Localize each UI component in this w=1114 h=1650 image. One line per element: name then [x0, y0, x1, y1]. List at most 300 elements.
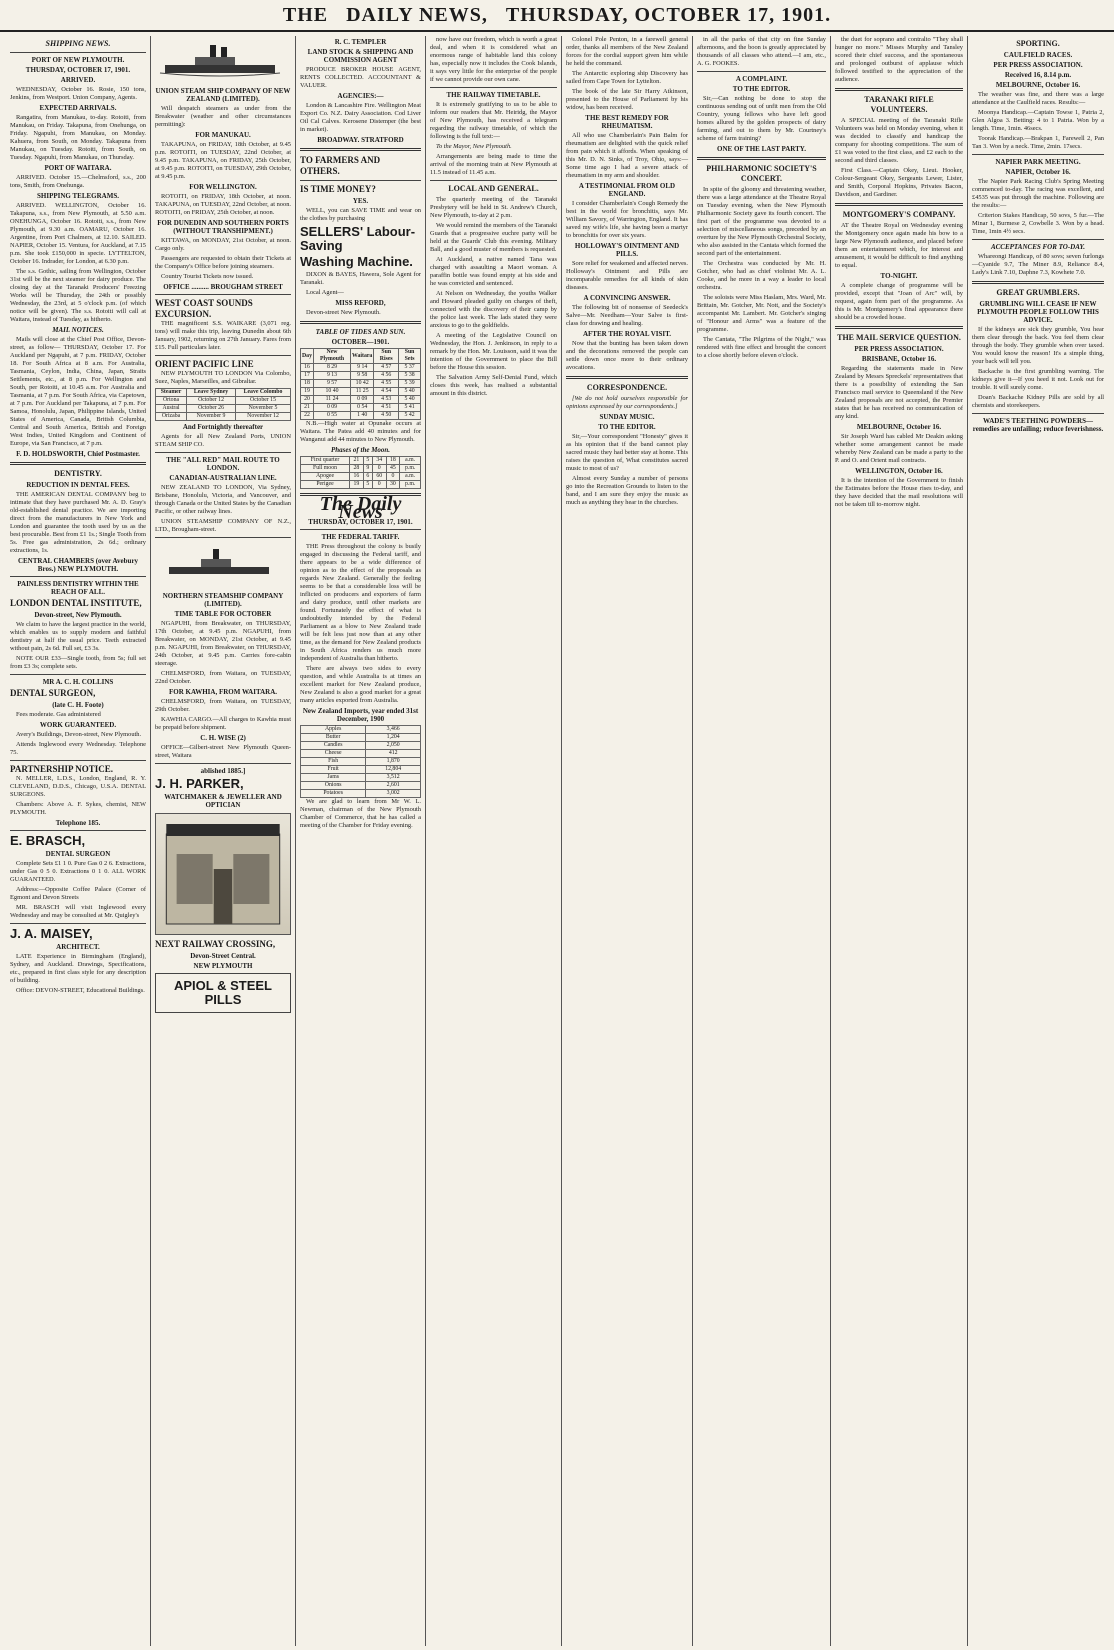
maisey-title: ARCHITECT.	[56, 943, 100, 951]
union-office: OFFICE .......... BROUGHAM STREET	[163, 283, 283, 291]
table-row	[301, 364, 421, 372]
holloway-heading: HOLLOWAY'S OINTMENT AND PILLS.	[574, 242, 680, 258]
doans-text: Doan's Backache Kidney Pills are sold by all chemists and storekeepers.	[972, 394, 1104, 409]
dental-text: THE AMERICAN DENTAL COMPANY beg to intimate that they have purchased Mr. A. D. Gray's old-established dental practice. We are importing direct from the manufacturers in New York and London and guarantee the tooth used by us as the best procurable. Best from £1 1s.; Single Tooth from 5s. Free gas administration, 2s 6d.; ordinary extractions, 1s.	[10, 491, 146, 554]
convincing-heading: A CONVINCING ANSWER.	[583, 294, 671, 302]
london-note: NOTE OUR £33—Single tooth, from 5s; full set from £3 3s; complete sets.	[10, 655, 146, 670]
west-coast-heading: WEST COAST SOUNDS EXCURSION.	[155, 298, 253, 319]
remedy-heading: THE BEST REMEDY FOR RHEUMATISM.	[585, 114, 669, 130]
railway-mayor: To the Mayor, New Plymouth.	[436, 143, 512, 150]
table-cell: 10 42	[351, 380, 374, 388]
chamber-text: We are glad to learn from Mr W. L. Newman, chairman of the New Plymouth Chamber of Commerce, that he has called a meeting of the Chamber for Friday evening.	[300, 798, 421, 829]
table-cell: Candles	[301, 742, 366, 750]
kawhia-text: CHELMSFORD, from Waitara, on TUESDAY, 29th October.	[155, 698, 291, 713]
table-cell: 4 50	[374, 412, 399, 420]
table-cell: 8 29	[313, 364, 350, 372]
table-cell: 16	[301, 364, 314, 372]
table-row	[301, 465, 421, 473]
union-title: UNION STEAM SHIP COMPANY OF NEW ZEALAND (LIMITED).	[155, 87, 291, 103]
table-cell: 0 55	[313, 412, 350, 420]
sellers-intro: WELL, you can SAVE TIME and wear on the clothes by purchasing	[300, 207, 421, 222]
collins-title: DENTAL SURGEON,	[10, 688, 96, 698]
table-cell: 4 53	[374, 396, 399, 404]
agencies-heading: AGENCIES:—	[337, 92, 384, 100]
column-6	[693, 36, 831, 1646]
tickets-note: Country Tourist Tickets now issued.	[161, 273, 254, 280]
table-cell: 4 54	[374, 388, 399, 396]
brisbane-dateline: BRISBANE, October 16.	[861, 355, 937, 363]
railway-heading: THE RAILWAY TIMETABLE.	[446, 91, 541, 99]
maisey-name: J. A. MAISEY,	[10, 926, 93, 941]
local-text-4: At Nelson on Wednesday, the youths Walker and Howard pleaded guilty on charges of theft, connected with the discovery of their camp by the police last week. The lads stated they were anxious to go to the goldfields.	[430, 290, 557, 329]
table-row	[301, 380, 421, 388]
local-agent: Local Agent—	[306, 289, 344, 296]
brasch-address: Address:—Opposite Coffee Palace (Corner of Egmont and Devon Streets	[10, 886, 146, 901]
table-row	[301, 388, 421, 396]
table-cell: 412	[366, 750, 421, 758]
table-row: Austral October 26 November 5	[156, 405, 291, 413]
grumblers-text: If the kidneys are sick they grumble, You hear them clear through the back. You feel them clear through the body. They grumble when over taxed. You would know the reason! It's a simple thing, your back will tell you.	[972, 326, 1104, 365]
orient-sub: NEW PLYMOUTH TO LONDON Via Colombo, Suez, Naples, Marseilles, and Gibraltar.	[155, 370, 291, 385]
table-cell: 5 40	[399, 388, 421, 396]
farmers-heading: TO FARMERS AND OTHERS.	[300, 155, 381, 176]
tonight-heading: TO-NIGHT.	[880, 272, 918, 280]
grumblers-sub: GRUMBLING WILL CEASE IF NEW PLYMOUTH PEOPLE FOLLOW THIS ADVICE.	[977, 300, 1099, 324]
race-text: The weather was fine, and there was a large attendance at the Caulfield races. Results:—	[972, 91, 1104, 106]
complaint-heading: A COMPLAINT.	[735, 75, 788, 83]
atkinson-text: The book of the late Sir Harry Atkinson, presented to the House of Parliament by his widow, has been received.	[566, 88, 688, 111]
philharmonic-text-3: The soloists were Miss Haslam, Mrs. Ward, Mr. Brittain, Mr. Gotcher, Mr. Nott, and the Society's accompanist Mr. Lambert. Mr. Gotcher's singing of "Honour and Arms" was a feature of the programme.	[697, 294, 826, 333]
dentistry-heading: DENTISTRY.	[54, 469, 102, 478]
imports-table	[300, 725, 421, 798]
table-cell: Potatoes	[301, 790, 366, 798]
complaint-signature: ONE OF THE LAST PARTY.	[717, 145, 806, 153]
table-row	[301, 774, 421, 782]
montgomery-heading: MONTGOMERY'S COMPANY.	[842, 210, 956, 219]
brasch-visit: MR. BRASCH will visit Inglewood every Wednesday and may be consulted at Mr. Quigley's	[10, 904, 146, 919]
correspondence-note: [We do not hold ourselves responsible for opinions expressed by our correspondents.]	[566, 395, 688, 410]
race-result-2: Toorak Handicap.—Brakpan 1, Farewell 2, Pan Tan 3. Won by a neck. Time, 2min. 17secs.	[972, 135, 1104, 150]
orient-col-steamer: Steamer	[156, 389, 187, 397]
table-cell: 0	[372, 465, 386, 473]
table-row	[301, 372, 421, 380]
column-2	[151, 36, 296, 1646]
table-cell: 4 51	[374, 404, 399, 412]
apiol-title: APIOL & STEEL PILLS	[174, 978, 272, 1007]
table-cell: Jams	[301, 774, 366, 782]
table-cell: 17	[301, 372, 314, 380]
orient-col-colombo: Leave Colombo	[236, 389, 291, 397]
mail-notices-heading: MAIL NOTICES.	[52, 326, 104, 334]
moon-phases-table	[300, 456, 421, 489]
table-cell: 0 54	[351, 404, 374, 412]
table-row	[301, 758, 421, 766]
table-row	[301, 750, 421, 758]
royal-visit-text: Now that the bunting has been taken down and the decorations removed the people can settle down once more to their ordinary avocations.	[566, 340, 688, 371]
tide-note: N.B.—High water at Opunake occurs at Waitara. The Patea add 40 minutes and for Wanganui add 44 minutes to New Plymouth.	[300, 420, 421, 443]
orient-heading: ORIENT PACIFIC LINE	[155, 359, 254, 369]
london-institute: LONDON DENTAL INSTITUTE,	[10, 598, 142, 608]
table-cell: p.m.	[400, 465, 421, 473]
testimonial-text: I consider Chamberlain's Cough Remedy the best in the world for bronchitis, says Mr. William Savory, of Warrington, England. It has saved my wife's life, she having been a martyr to bronchitis for over six years.	[566, 200, 688, 239]
acceptances-text: Whareongi Handicap, of 80 sovs; seven furlongs—Cyanide 9.7, The Miner 8.9, Reliance 8.4, Lady's Link 7.10, Daphne 7.3, Kowhete 7.0.	[972, 253, 1104, 276]
table-cell: First quarter	[301, 457, 350, 465]
northern-heading: NORTHERN STEAMSHIP COMPANY (LIMITED).	[162, 592, 284, 608]
apiol-advert	[155, 973, 291, 1013]
table-cell: 19	[301, 388, 314, 396]
table-cell: Cheese	[301, 750, 366, 758]
brasch-title: DENTAL SURGEON	[45, 850, 111, 858]
table-cell: 60	[372, 473, 386, 481]
london-address: Devon-street, New Plymouth.	[34, 611, 122, 619]
table-cell: 6	[363, 473, 372, 481]
table-cell: 3,466	[366, 726, 421, 734]
table-cell: 12,804	[366, 766, 421, 774]
templer-services: PRODUCE BROKER HOUSE AGENT, RENTS COLLECTED. ACCOUNTANT & VALUER.	[300, 66, 421, 89]
masthead-date: THURSDAY, OCTOBER 17, 1901.	[505, 4, 832, 26]
table-cell: 22	[301, 412, 314, 420]
wise-office: OFFICE—Gilbert-street New Plymouth Queen-street, Waitara	[155, 744, 291, 759]
sunday-music-text: Sir,—Your correspondent "Honesty" gives it as his opinion that if the band cannot play sacred music they had better stay at home. This raises the question of, What constitutes sacred music to most of us?	[566, 433, 688, 472]
napier-heading: NAPIER PARK MEETING.	[995, 158, 1081, 166]
telegrams-text: ARRIVED. WELLINGTON, October 16. Takapuna, s.s., from New Plymouth, at 5.50 a.m. ONEHUNGA, October 16. Rotoiti, s.s., from New Plymouth, at 9.30 a.m. OAMARU, October 16. Argentine, from Port Chalmers, at 12.10. SAILED. NAPIER, October 15. Ventura, for Auckland, at 7.15 p.m. She took £150,000 in specie. LYTTELTON, October 16. Indrader, for London, at 6.30 p.m.	[10, 202, 146, 265]
table-cell: Fruit	[301, 766, 366, 774]
philharmonic-heading: PHILHARMONIC SOCIETY'S CONCERT.	[706, 164, 817, 183]
steamship-icon	[155, 39, 285, 79]
caulfield-heading: CAULFIELD RACES.	[1003, 51, 1073, 59]
table-cell: 0	[372, 481, 386, 489]
column-7	[831, 36, 968, 1646]
table-cell: 16	[350, 473, 364, 481]
table-cell: 4 56	[374, 372, 399, 380]
maisey-office: Office: DEVON-STREET, Educational Buildings.	[16, 987, 145, 994]
reford-address: Devon-street New Plymouth.	[306, 309, 381, 316]
table-cell: 5 41	[399, 404, 421, 412]
table-cell: 5 37	[399, 364, 421, 372]
waitara-text: ARRIVED. October 15.—Chelmsford, s.s., 200 tons, Smith, from Onehunga.	[10, 174, 146, 189]
canadian-office: UNION STEAMSHIP COMPANY OF N.Z., LTD., Brougham-street.	[155, 518, 291, 533]
daily-news-date: THURSDAY, OCTOBER 17, 1901.	[308, 518, 413, 526]
west-coast-text: THE magnificent S.S. WAIKARE (3,071 reg. tons) will make this trip, leaving Dunedin about 6th January, 1902, returning on 27th January. Fares from £15. Full particulars later.	[155, 320, 291, 351]
holloway-text: Sore relief for weakened and affected nerves. Holloway's Ointment and Pills are incomparable remedies for all kinds of skin diseases.	[566, 260, 688, 291]
kawhia-note: KAWHIA CARGO.—All charges to Kawhia must be prepaid before shipment.	[155, 716, 291, 731]
orient-table	[155, 388, 291, 421]
table-cell: 5 38	[399, 372, 421, 380]
napier-text: The Napier Park Racing Club's Spring Meeting commenced to-day. The racing was excellent, and £4535 was put through the machine. Following are the results:—	[972, 178, 1104, 209]
collins-name: MR A. C. H. COLLINS	[42, 678, 114, 686]
tides-sub: OCTOBER—1901.	[331, 338, 390, 346]
parker-name: J. H. PARKER,	[155, 776, 244, 791]
partnership-chambers: Chambers: Above A. F. Sykes, chemist, NEW PLYMOUTH.	[10, 801, 146, 816]
table-cell: a.m.	[400, 473, 421, 481]
table-cell: 34	[372, 457, 386, 465]
table-cell: 0 09	[351, 396, 374, 404]
column-1	[6, 36, 151, 1646]
column-5	[562, 36, 693, 1646]
table-cell: a.m.	[400, 457, 421, 465]
intro-text: now have our freedom, which is worth a great deal, and when it is considered what an enormous range of habitable land this colony has, especially now it includes the Cook Islands, it says very little for the enterprise of the people if we cannot provide our own cane.	[430, 36, 557, 83]
rifle-text-2: First Class.—Captain Okey, Lieut. Hooker, Colour-Sergeant Okey, Sergeants Lewer, Lister, and Smith, Corporal Hopkins, Privates Bacon, Davidson, and Gardiner.	[835, 167, 963, 198]
steamer-icon	[155, 544, 285, 584]
collins-fees: Fees moderate. Gas administered	[16, 711, 101, 718]
discovery-text: The Antarctic exploring ship Discovery has sailed from Cape Town for Lyttelton.	[566, 70, 688, 85]
caulfield-dateline: MELBOURNE, October 16.	[995, 81, 1081, 89]
dunedin-heading: FOR DUNEDIN AND SOUTHERN PORTS (WITHOUT TRANSHIPMENT.)	[157, 219, 289, 235]
collins-guarantee: WORK GUARANTEED.	[39, 721, 117, 729]
railway-text-2: Arrangements are being made to time the arrival of the morning train at New Plymouth at 11.5 instead of 11.45 a.m.	[430, 153, 557, 176]
table-cell: 3,002	[366, 790, 421, 798]
columns	[6, 36, 1108, 1646]
templer-address: BROADWAY. STRATFORD	[317, 136, 404, 144]
federal-text: THE Press throughout the colony is busily engaged in discussing the Federal tariff, and there appears to be a wide difference of opinion as to the effect of the proposals as regards New Zealand. Generally the feeling seems to be that a considerable loss will be inflicted on producers and exporters of farm and dairy produce, until other markets are found. Fortunately the effect of what is undoubtedly intended by the Federal Parliament as a blow to New Zealand trade will be felt less just now than at any other time, as the demand for New Zealand products in South Africa renders us much more independent of Australia than hitherto.	[300, 543, 421, 662]
local-text-1: The quarterly meeting of the Taranaki Presbytery will be held in St. Andrew's Church, New Plymouth, to-day at 2 p.m.	[430, 196, 557, 219]
table-cell: 11 24	[313, 396, 350, 404]
remedy-text: All who use Chamberlain's Pain Balm for rheumatism are delighted with the quick relief from pain which it affords. When speaking of this Mr. D. N. Sinks, of Troy, Ohio, says:—Some time ago I had a severe attack of rheumatism in my arm and shoulder.	[566, 132, 688, 179]
local-general-heading: LOCAL AND GENERAL.	[448, 184, 539, 193]
table-cell: Full moon	[301, 465, 350, 473]
collins-sub: (late C. H. Foote)	[52, 701, 104, 709]
column-3	[296, 36, 426, 1646]
melbourne-dateline: MELBOURNE, October 16.	[856, 423, 942, 431]
washing-machine: Washing Machine.	[300, 254, 413, 269]
melbourne-text: Sir Joseph Ward has cabled Mr Deakin asking whether some arrangement cannot be made whereby New Zealand can be made a party to the P. and O. and Orient mail contracts.	[835, 433, 963, 464]
time-money: IS TIME MONEY?	[300, 184, 376, 194]
caulfield-received: Received 16, 8.14 p.m.	[1004, 71, 1072, 79]
waitara-heading: PORT OF WAITARA.	[44, 164, 112, 172]
collins-attends: Attends Inglewood every Wednesday. Telephone 75.	[10, 741, 146, 756]
parker-sub: WATCHMAKER & JEWELLER AND OPTICIAN	[164, 793, 282, 809]
correspondence-heading: CORRESPONDENCE.	[586, 383, 668, 392]
table-cell: Fish	[301, 758, 366, 766]
table-cell: 30	[386, 481, 400, 489]
dunedin-text: KITTAWA, on MONDAY, 21st October, at noon. Cargo only.	[155, 237, 291, 252]
table-row	[301, 457, 421, 465]
wellington-dateline: WELLINGTON, October 16.	[855, 467, 943, 475]
yes-answer: YES.	[352, 197, 369, 205]
table-cell: 9 58	[351, 372, 374, 380]
table-cell: 1 40	[351, 412, 374, 420]
mail-service-text: Regarding the statements made in New Zealand by Messrs Spreckels' representatives that there is a possibility of extending the San Francisco mail service to Queensland if the New Zealand proposals are not accepted, the Premier states that he has received no communication of any kind.	[835, 365, 963, 420]
sunday-music-text-2: Almost every Sunday a number of persons go into the Recreation Grounds to listen to the band, and I am sure they enjoy the music as much as anything they hear in the churches.	[566, 475, 688, 506]
table-row	[301, 790, 421, 798]
table-cell: 5	[363, 481, 372, 489]
philharmonic-text-1: In spite of the gloomy and threatening weather, there was a large attendance at the Theatre Royal on Tuesday evening, when the New Plymouth Philharmonic Society gave its fourth concert. The first part of the programme was devoted to a selection of miscellaneous songs, preceded by an overture by the New Plymouth Orchestral Society, who also assisted in the Cantata which formed the second part of the entertainment.	[697, 186, 826, 257]
table-row	[301, 404, 421, 412]
railway-text: It is extremely gratifying to us to be able to inform our readers that Mr. Heiridg, the Mayor of New Plymouth, has received a telegram regarding the railway timetable, of which the following is the full text:—	[430, 101, 557, 140]
gothic-notice: The s.s. Gothic, sailing from Wellington, October 31st will be the next steamer for dairy produce. The closing day at the Taranaki Producers' Freezing Works will be Thursday, the 24th or possibly Wednesday, the 23rd, at 5 o'clock p.m. (of which notice will be given). The s.s. Rotoiti will call at Waitara, instead of Tuesday, as hitherto.	[10, 268, 146, 323]
postmaster-signature: F. D. HOLDSWORTH, Chief Postmaster.	[16, 450, 140, 458]
shipping-heading: SHIPPING NEWS.	[45, 39, 111, 48]
table-row	[301, 473, 421, 481]
royal-visit-heading: AFTER THE ROYAL VISIT.	[582, 330, 672, 338]
pole-penton-text: Colonel Pole Penton, in a farewell general order, thanks all members of the New Zealand forces for the cordial support given him while he held the command.	[566, 36, 688, 67]
templer-title: LAND STOCK & SHIPPING AND COMMISSION AGENT	[307, 48, 414, 64]
kawhia-heading: FOR KAWHIA, FROM WAITARA.	[168, 688, 278, 696]
painless-heading: PAINLESS DENTISTRY WITHIN THE REACH OF ALL.	[17, 580, 139, 596]
table-cell: 5	[363, 457, 372, 465]
dixon-agent: DIXON & BAYES, Hawera, Sole Agent for Taranaki.	[300, 271, 421, 286]
canadian-text: NEW ZEALAND TO LONDON, Via Sydney, Brisbane, Honolulu, Victoria, and Vancouver, and through Canada or the United States by the Canadian Pacific, or other railway lines.	[155, 484, 291, 515]
dental-reduction: REDUCTION IN DENTAL FEES.	[26, 481, 130, 489]
local-text-2: We would remind the members of the Taranaki Guards that a progressive euchre party will be held at the Guards' Club this evening. Military Ball, and a good muster of members is requested.	[430, 222, 557, 253]
napier-result: Criterion Stakes Handicap, 50 sovs, 5 fur.—The Minar 1, Burmese 2, Cowbelle 3. Won by a head. Time, 1min 4½ secs.	[972, 212, 1104, 235]
orient-col-sydney: Leave Sydney	[187, 389, 236, 397]
table-row	[301, 412, 421, 420]
table-cell: 4 57	[374, 364, 399, 372]
brasch-name: E. BRASCH,	[10, 833, 86, 848]
expected-heading: EXPECTED ARRIVALS.	[39, 104, 117, 112]
masthead-name: DAILY NEWS,	[346, 4, 488, 26]
orient-fortnight: And Fortnightly thereafter	[182, 423, 264, 431]
table-row: Ortona October 12 October 15	[156, 397, 291, 405]
telegrams-heading: SHIPPING TELEGRAMS.	[37, 192, 119, 200]
wise-name: C. H. WISE (2)	[200, 734, 246, 742]
table-cell: 2,050	[366, 742, 421, 750]
federal-heading: THE FEDERAL TARIFF.	[321, 533, 400, 541]
parker-street: Devon-Street Central.	[190, 952, 256, 960]
philharmonic-text-4: The Cantata, "The Pilgrims of the Night," was rendered with fine effect and brought the concert to a close shortly before eleven o'clock.	[697, 336, 826, 359]
testimonial-heading: A TESTIMONIAL FROM OLD ENGLAND.	[578, 182, 676, 198]
masthead-title	[0, 0, 1114, 27]
masthead	[0, 0, 1114, 32]
mail-service-heading: THE MAIL SERVICE QUESTION.	[837, 333, 961, 342]
parker-location: NEXT RAILWAY CROSSING,	[155, 939, 276, 949]
montgomery-text: AT the Theatre Royal on Wednesday evening the Montgomery once again made his bow to a large New Plymouth audience, and placed before them an entertainment which, for interest and amusement, it would be difficult to find anything to equal.	[835, 222, 963, 269]
local-text-3: At Auckland, a native named Tana was charged with assaulting a Maori woman. A paraffin bottle was found empty at his side and he was convicted and sentenced.	[430, 256, 557, 287]
table-cell: 3,512	[366, 774, 421, 782]
maisey-text: LATE Experience in Birmingham (England), Sydney, and Auckland. Drawings, Specifications, etc., prepared in first class style for any description of building.	[10, 953, 146, 984]
table-cell: Perigee	[301, 481, 350, 489]
table-row	[301, 726, 421, 734]
philharmonic-text-2: The Orchestra was conducted by Mr. H. Gotcher, who had as chief violinist Mr. A. L. Cooke, and he more in a way a leader to local orchestra.	[697, 260, 826, 291]
table-cell: 18	[386, 457, 400, 465]
passengers-note: Passengers are requested to obtain their Tickets at the Company's Office before joining steamers.	[155, 255, 291, 270]
table-row	[301, 396, 421, 404]
caulfield-press: PER PRESS ASSOCIATION.	[993, 61, 1083, 69]
collins-address: Avery's Buildings, Devon-street, New Plymouth.	[16, 731, 142, 738]
table-cell: 11 25	[351, 388, 374, 396]
partnership-telephone: Telephone 185.	[55, 819, 101, 827]
partnership-heading: PARTNERSHIP NOTICE.	[10, 764, 114, 774]
table-cell: 9	[363, 465, 372, 473]
table-cell: Apples	[301, 726, 366, 734]
table-cell: 45	[386, 465, 400, 473]
complaint-text: Sir,—Can nothing be done to stop the continuous sending out of unfit men from the Old Country, young fellows who have left good homes allured by the golden prospects of dairy farming, and out to them by Mr. Courtney's scheme of farm training?	[697, 95, 826, 142]
templer-name: R. C. TEMPLER	[334, 38, 387, 46]
table-cell: 19	[350, 481, 364, 489]
parker-established: ablished 1885.]	[200, 767, 246, 775]
expected-text: Rangatira, from Manukau, to-day. Rotoiti, from Manukau, on Friday. Takapuna, from Onehunga, on Friday. Ngapuhi, from Manukau, on Monday. Kahuera, from South, on Monday. Takapuna from Manukau, on Tuesday. Rotoiti, from South, on Tuesday. Ngapuhi, from Manukau, on Thursday.	[10, 114, 146, 161]
tonight-text: A complete change of programme will be provided, except that "Joan of Arc" will, by request, again form part of the programme. As this is Mr. Montgomery's final appearance there should be a crowded house.	[835, 282, 963, 321]
table-cell: 0	[386, 473, 400, 481]
table-cell: 5 42	[399, 412, 421, 420]
napier-dateline: NAPIER, October 16.	[1005, 168, 1071, 176]
central-chambers: CENTRAL CHAMBERS (over Avebury Bros.) NEW PLYMOUTH.	[17, 557, 139, 573]
miss-reford: MISS REFORD,	[335, 299, 386, 307]
concert-continued: the duet for soprano and contralto "They shall hunger no more." Misses Murphy and Tansley scored their chief success, and the spontaneous and prolonged outburst of applause which followed testified to the appreciation of the audience.	[835, 36, 963, 83]
grumblers-heading: GREAT GRUMBLERS.	[996, 288, 1080, 297]
race-result-1: Moonya Handicap.—Captain Towse 1, Patria 2, Glen Algoa 3. Betting: 4 to 1 Patria. Won by a length. Time, 1min. 46secs.	[972, 109, 1104, 132]
shop-front-illustration	[155, 813, 291, 935]
table-cell: 4 55	[374, 380, 399, 388]
table-cell: 1,204	[366, 734, 421, 742]
agencies-text: London & Lancashire Fire. Wellington Meat Export Co. N.Z. Dairy Association. Cod Liver Oil Cal Calves. Kerosene Distemper (the best in market).	[300, 102, 421, 133]
table-cell: Onions	[301, 782, 366, 790]
mail-notices-text: Mails will close at the Chief Post Office, Devon-street, as follow— THURSDAY, October 17. For Auckland per Ngapuhi, at 7 p.m. FRIDAY, October 18. For South Africa at 8 a.m. For Australia, Tasmania, Ceylon, India, China, Japan, Straits Settlements, etc., at 8 p.m. For Wellington and South, per Rotoiti, at 10.45 a.m. For Australia and Tasmania, at 7 p.m. For South Africa, via Capetown, at 7 p.m. For Auckland per Takapuna, at 7 p.m. For Samoa, Honolulu, Japan, Philippine Islands, United States of America, Canada, British Columbia, Central and South America, British and Foreign West Indies, United Kingdom and Continent of Europe, via San Francisco, at 7 p.m.	[10, 336, 146, 447]
chelmsford-text: CHELMSFORD, from Waitara, on TUESDAY, 22nd October.	[155, 670, 291, 685]
table-cell: 10 40	[313, 388, 350, 396]
column-4	[426, 36, 562, 1646]
manukau-text: TAKAPUNA, on FRIDAY, 18th October, at 9.45 p.m. ROTOITI, on TUESDAY, 22nd October, at 9.45 p.m. TAKAPUNA, on FRIDAY, 25th October, at 9.45 p.m. ROTOITI, on TUESDAY, 29th October, at 9.45 p.m.	[155, 141, 291, 180]
table-cell: 9 14	[351, 364, 374, 372]
shop-icon	[156, 814, 290, 934]
table-cell: 21	[301, 404, 314, 412]
grumblers-text-2: Backache is the first grumbling warning. The kidneys give it—If you heed it not. Look out for trouble. It will surely come.	[972, 368, 1104, 391]
wellington-text: ROTOITI, on FRIDAY, 18th October, at noon. TAKAPUNA, on TUESDAY, 22nd October, at noon. ROTOITI, on FRIDAY, 25th October, at noon.	[155, 193, 291, 216]
fookes-letter-end: in all the parks of that city on fine Sunday afternoons, and the boon is greatly appreciated by thousands of all classes who attend.—I am, etc., A. G. FOOKES.	[697, 36, 826, 67]
union-text: Will despatch steamers as under from the Breakwater (weather and other circumstances permitting):	[155, 105, 291, 128]
imports-heading: New Zealand Imports, year ended 31st December, 1900	[302, 707, 419, 723]
rifle-heading: TARANAKI RIFLE VOLUNTEERS.	[864, 95, 934, 114]
tides-table: Day New Plymouth Waitara Sun Rises Sun Sets 16 8 29 9 14 4 57 5 37 17 9 13 9 58 4 56 5 38 18 9 57 10 42 4 55 5 39 19 10 40 11 25 4 54 5 40 20 11 24 0 09 4 53 5 40 21 0 09 0 54 4 51 5 41 22 0 55 1 40 4 50 5 42	[300, 348, 421, 420]
sellers-heading: SELLERS' Labour-Saving	[300, 224, 416, 253]
local-text-5: A meeting of the Legislative Council on Wednesday, the Hon. J. Jenkinson, in reply to a remark by the Hon. Mr. Louisson, said it was the intention of the Government to place the Bill before the House this session.	[430, 332, 557, 371]
masthead-the: THE	[282, 4, 329, 26]
arrived-text: WEDNESDAY, October 16. Rosie, 150 tons, Jenkins, from Westport. Union Company, Agents.	[10, 86, 146, 101]
london-text: We claim to have the largest practice in the world, which enables us to supply modern and faithful dentistry at half the usual price. Teeth extracted without pain, 2s 6d. Full set, £3 3s.	[10, 621, 146, 652]
manukau-heading: FOR MANUKAU.	[195, 131, 251, 139]
table-row	[301, 734, 421, 742]
arrived-heading: ARRIVED.	[60, 76, 96, 84]
table-cell: 9 13	[313, 372, 350, 380]
wades-advert: WADE'S TEETHING POWDERS—remedies are unfailing; reduce feverishness.	[972, 417, 1104, 433]
brasch-prices: Complete Sets £1 1 0. Pure Gas 0 2 6. Extractions, under Gas 0 5 0. Extractions 0 1 0. ALL WORK GUARANTEED.	[10, 860, 146, 883]
complaint-to-editor: TO THE EDITOR.	[732, 85, 791, 93]
table-cell: 0 09	[313, 404, 350, 412]
wellington-text: It is the intention of the Government to finish the Estimates before the House rises to-day, and they have decided that the mail resolutions will not be taken till to-morrow night.	[835, 477, 963, 508]
wellington-heading: FOR WELLINGTON.	[189, 183, 257, 191]
partnership-text: N. MELLER, L.D.S., London, England, R. Y. CLEVELAND, D.D.S., Chicago, U.S.A. DENTAL SURGEONS.	[10, 775, 146, 798]
column-8	[968, 36, 1108, 1646]
table-cell: 2,601	[366, 782, 421, 790]
port-title: PORT OF NEW PLYMOUTH.	[31, 56, 125, 64]
table-cell: 28	[350, 465, 364, 473]
table-cell: 5 39	[399, 380, 421, 388]
table-cell: 1,870	[366, 758, 421, 766]
table-cell: 20	[301, 396, 314, 404]
table-cell: 9 57	[313, 380, 350, 388]
tides-heading: TABLE OF TIDES AND SUN.	[315, 328, 406, 336]
table-row: Orizaba November 9 November 12	[156, 413, 291, 421]
canadian-heading: CANADIAN-AUSTRALIAN LINE.	[169, 474, 277, 482]
federal-text-2: There are always two sides to every question, and while Australia is at times an excellent market for New Zealand produce, New Zealand is also a good market for a great many articles exported from Australia.	[300, 665, 421, 704]
table-cell: 5 40	[399, 396, 421, 404]
all-red-heading: THE "ALL RED" MAIL ROUTE TO LONDON.	[166, 456, 280, 472]
table-cell: 21	[350, 457, 364, 465]
moon-phases-heading: Phases of the Moon.	[330, 446, 391, 454]
table-cell: Apogee	[301, 473, 350, 481]
parker-town: NEW PLYMOUTH	[193, 962, 253, 970]
northern-sub: TIME TABLE FOR OCTOBER	[174, 610, 272, 618]
table-cell: 18	[301, 380, 314, 388]
local-text-6: The Salvation Army Self-Denial Fund, which closes this week, has realised a substantial amount in this district.	[430, 374, 557, 397]
port-date: THURSDAY, OCTOBER 17, 1901.	[25, 66, 131, 74]
convincing-text: The following bit of nonsense of Seedeck's Salve—Mr. Needham—Your Salve is first-class for drawing and healing.	[566, 304, 688, 327]
orient-agents: Agents for all New Zealand Ports, UNION STEAM SHIP CO.	[155, 433, 291, 448]
mail-service-sub: PER PRESS ASSOCIATION.	[854, 345, 944, 353]
table-row	[301, 742, 421, 750]
sunday-music-heading: SUNDAY MUSIC.	[599, 413, 655, 421]
